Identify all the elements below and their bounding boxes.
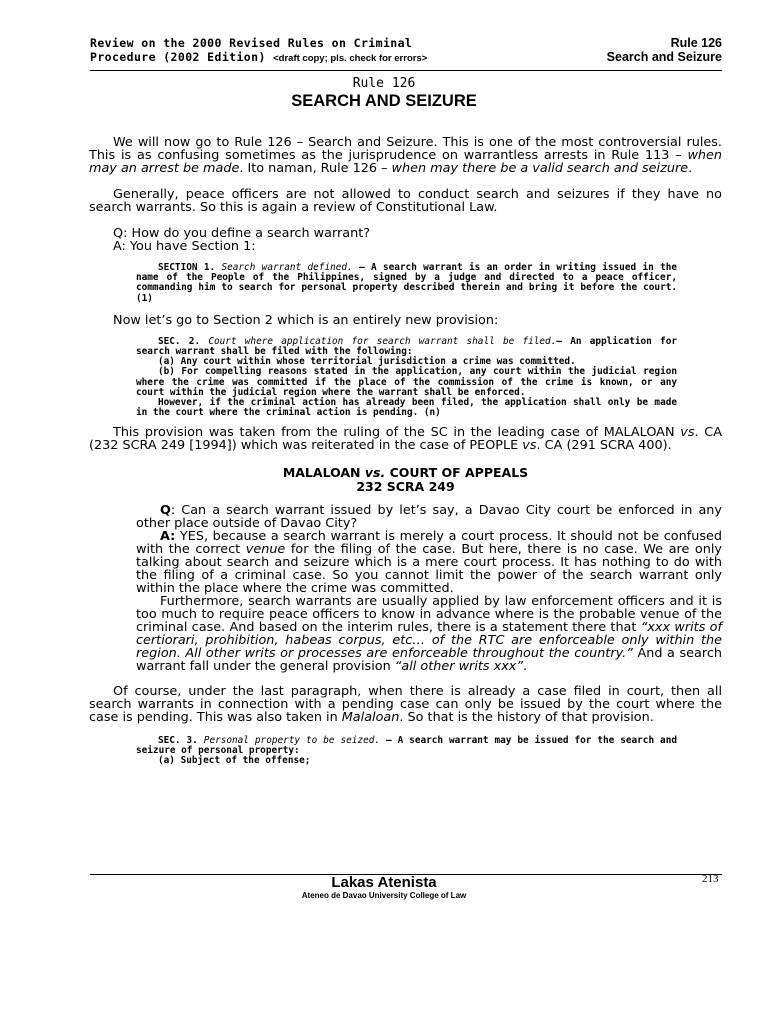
footer-title: Lakas Atenista (331, 874, 437, 891)
case-name: MALALOAN vs. COURT OF APPEALS (282, 465, 529, 481)
case-answer: A: YES, because a search warrant is merely a court process. It should not be confused with the correct venue for the filing of the case. But here, there is no case. We are only talking about search and seizure which is a mere court process. It has nothing to do with the filing of a criminal case. So you cannot limit the power of the search warrant only within the place where the crime was committed. (136, 528, 722, 596)
document-body (89, 136, 722, 766)
rule-number: Rule 126 (352, 76, 416, 91)
case-furthermore: Furthermore, search warrants are usually applied by law enforcement officers and it is too much to require peace officers to know in advance where is the probable venue of the criminal case. And based on the interim rules, there is a statement there that “xxx writs of certiorari, prohibition, habeas corpus, etc… of the RTC are enforceable only within the region. All other writs or processes are enforceable throughout the country.” And a search warrant fall under the general provision “all other writs xxx”. (136, 593, 722, 674)
header-rule: Rule 126 (670, 36, 722, 50)
header-title-line1: Review on the 2000 Revised Rules on Criminal (90, 36, 413, 50)
footer-subtitle: Ateneo de Davao University College of Law (301, 891, 467, 900)
paragraph-general: Generally, peace officers are not allowed to conduct search and seizures if they have no search warrants. So this is again a review of Constitutional Law. (89, 187, 722, 215)
question-1: Q: How do you define a search warrant? (113, 226, 370, 241)
case-citation: 232 SCRA 249 (356, 478, 455, 494)
section-3-provision: SEC. 3. Personal property to be seized. – A search warrant may be issued for the search and seizure of personal property: (a) Subject of the offense; (136, 734, 677, 767)
paragraph-section-2-intro: Now let’s go to Section 2 which is an entirely new provision: (113, 312, 499, 328)
answer-1: A: You have Section 1: (113, 239, 256, 254)
case-heading (89, 466, 722, 492)
paragraph-last: Of course, under the last paragraph, when there is already a case filed in court, then all search warrants in connection with a pending case can only be issued by the court where the case is pending. This was also taken in Malaloan. So that is the history of that provision. (89, 683, 722, 725)
case-question: Q: Can a search warrant issued by let’s say, a Davao City court be enforced in any other place outside of Davao City? (136, 502, 722, 531)
running-header (90, 36, 722, 71)
header-edition: Procedure (2002 Edition) (90, 50, 266, 64)
case-discussion (136, 504, 722, 673)
header-topic: Search and Seizure (606, 50, 722, 64)
page-title: SEARCH AND SEIZURE (291, 92, 477, 110)
section-2-provision: SEC. 2. Court where application for search warrant shall be filed.– An application for search warrant shall be filed with the following: (a) Any court within whose territorial jurisdiction a crime was committed. (b) For compelling reasons stated in the application, any court within the judicial region where the crime was committed if the place of the commission of the crime is known, or any court within the judicial region where the warrant shall be enforced. However, if the criminal action has already been filed, the application shall only be made in the court where the criminal action is pending. (n) (136, 335, 677, 419)
draft-note: <draft copy; pls. check for errors> (273, 53, 428, 64)
section-1-provision: SECTION 1. Search warrant defined. – A search warrant is an order in writing issued in the name of the People of the Philippines, signed by a judge and directed to a peace officer, commanding him to search for personal property described therein and bring it before the court. (1) (136, 262, 678, 304)
paragraph-intro: We will now go to Rule 126 – Search and Seizure. This is one of the most controversial rules. This is as confusing sometimes as the jurisprudence on warrantless arrests in Rule 113 – when may an arrest be made. Ito naman, Rule 126 – when may there be a valid search and seizure. (89, 135, 722, 176)
header-right (607, 36, 722, 64)
paragraph-malaloan-origin: This provision was taken from the ruling of the SC in the leading case of MALALOAN vs. CA (232 SCRA 249 [1994]) which was reiterated in the case of PEOPLE vs. CA (291 SCRA 400). (89, 425, 722, 454)
page-number: 213 (702, 873, 719, 885)
